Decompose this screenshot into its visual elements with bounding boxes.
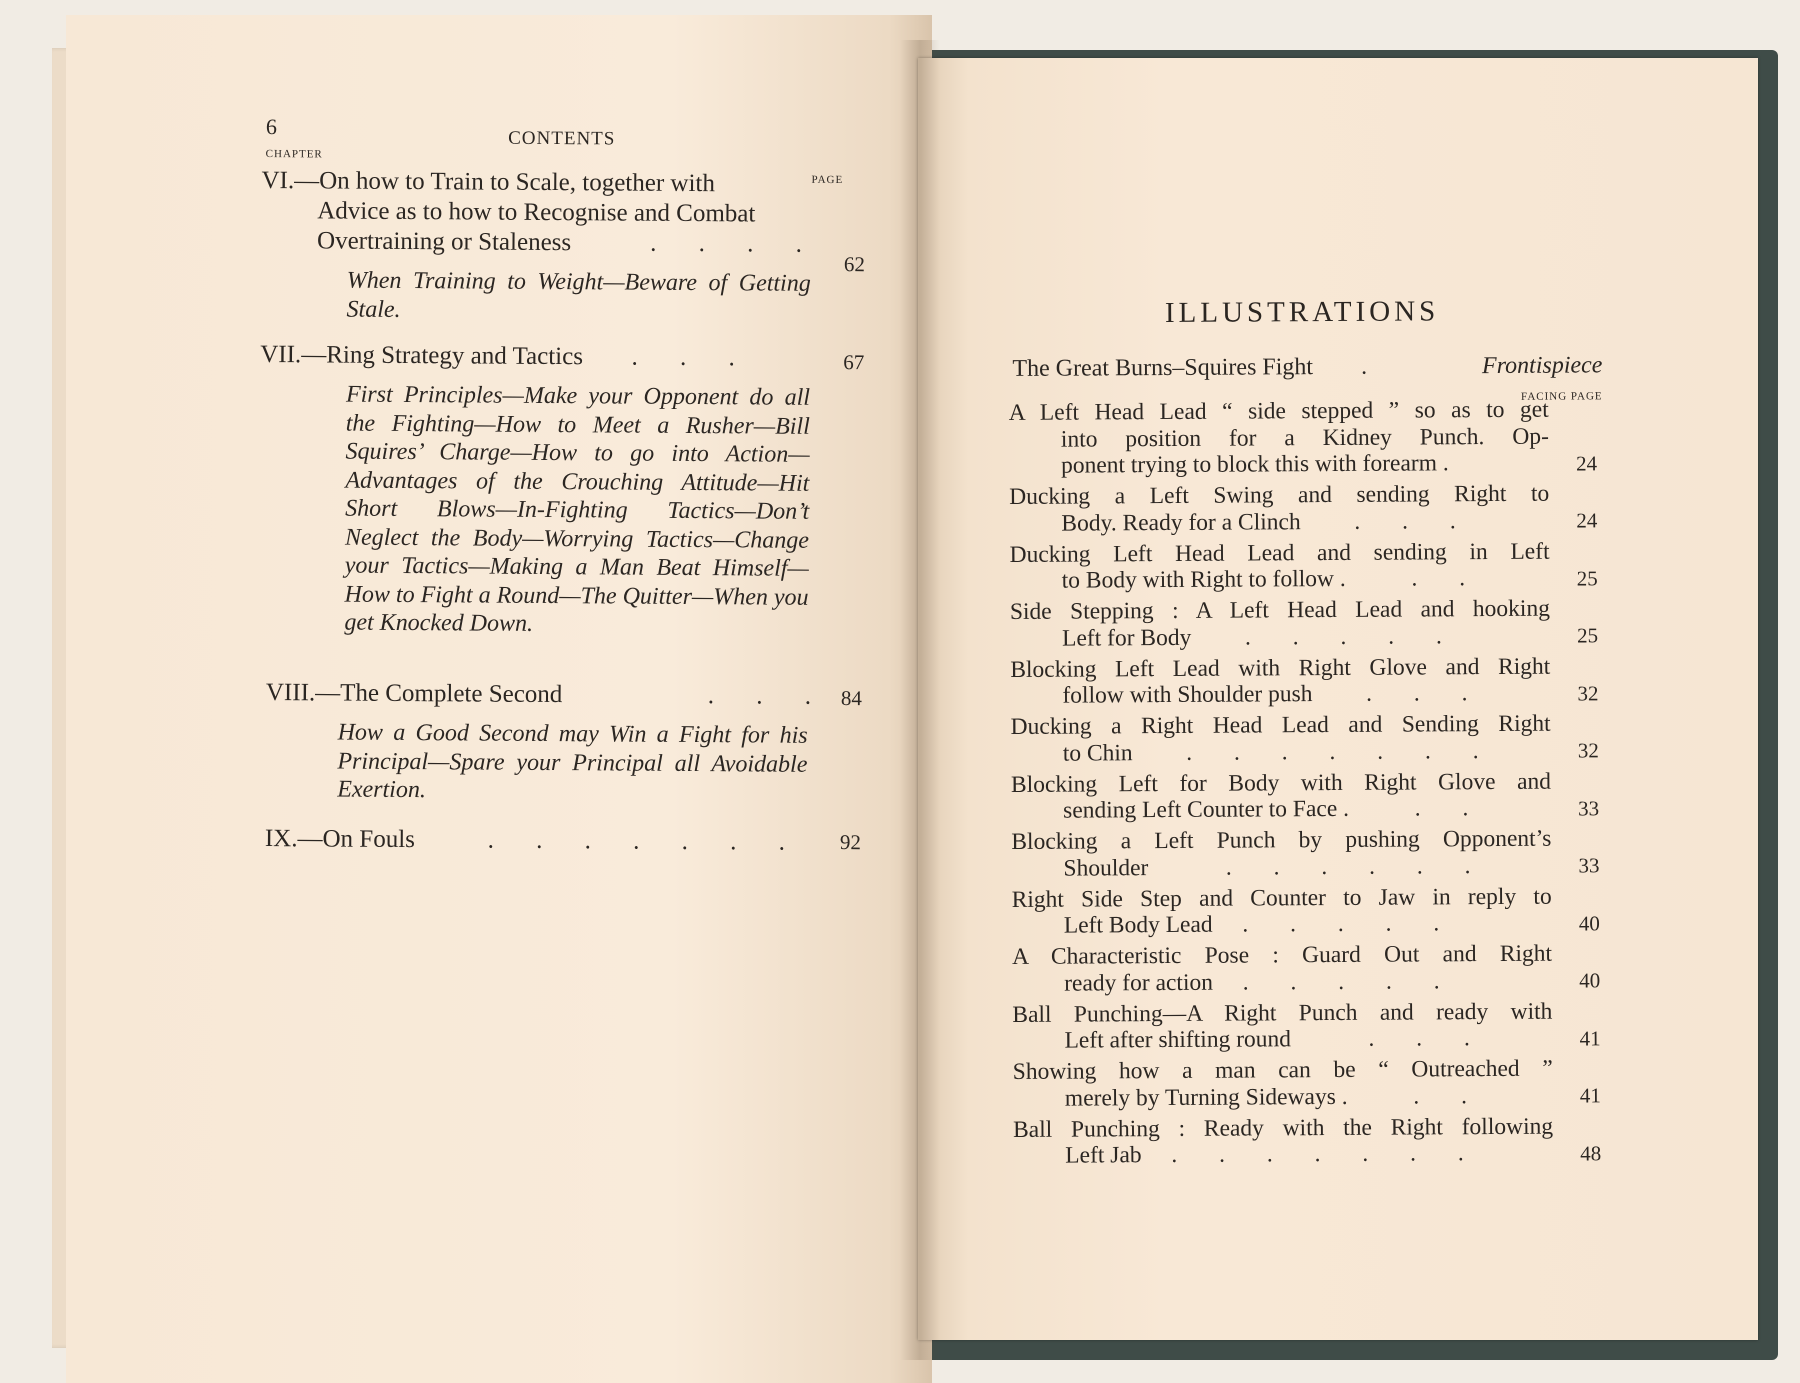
illustration-item: Side Stepping : A Left Head Lead and hooking Left for Body . . . . . 25 [1009, 595, 1599, 652]
contents-entry [258, 340, 865, 641]
facing-page-number: 40 [1578, 910, 1600, 935]
book-gutter [900, 40, 940, 1360]
chapter-page: 67 [843, 350, 865, 375]
facing-page-number: 25 [1576, 565, 1598, 590]
illustration-item: Ducking Left Head Lead and sending in Left to Body with Right to follow . . . 25 [1009, 538, 1598, 594]
facing-page-number: 25 [1576, 623, 1599, 648]
facing-page-number: 24 [1576, 508, 1598, 533]
chapter-label: CHAPTER [265, 148, 323, 161]
chapter-title: VIII.—The Complete Second . . . [265, 679, 830, 710]
illustration-item: Ball Punching—A Right Punch and ready with Left after shifting round . . . 41 [1012, 998, 1601, 1054]
chapter-number: VI. [261, 166, 295, 195]
illustration-item: Ducking a Left Swing and sending Right to Body. Ready for a Clinch . . . 24 [1009, 480, 1598, 537]
chapter-page: 62 [843, 252, 866, 277]
page-number: 6 [265, 114, 277, 140]
facing-page-number: 41 [1579, 1025, 1601, 1050]
facing-page-number: 33 [1578, 853, 1600, 878]
illustration-item: Ducking a Right Head Lead and Sending Right to Chin . . . . . . . 32 [1010, 710, 1599, 767]
page-title: ILLUSTRATIONS [1164, 295, 1440, 330]
facing-page-number: 48 [1580, 1140, 1602, 1165]
facing-page-label: FACING PAGE [1520, 390, 1603, 403]
illustrations-list [1009, 396, 1608, 1174]
illustration-item: A Characteristic Pose : Guard Out and Right ready for action . . . . . 40 [1011, 940, 1601, 997]
contents-entry [260, 166, 866, 327]
page-label: PAGE [811, 173, 844, 187]
facing-page-number: 33 [1578, 795, 1600, 820]
illustration-item: Blocking Left Lead with Right Glove and Right follow with Shoulder push . . . 32 [1010, 653, 1599, 709]
illustration-item: Ball Punching : Ready with the Right following Left Jab . . . . . . . 48 [1012, 1113, 1602, 1169]
frontispiece-entry: The Great Burns–Squires Fight . Frontispiece [1012, 352, 1603, 382]
running-head: CONTENTS [508, 127, 616, 150]
facing-page-number: 32 [1577, 738, 1599, 763]
chapter-title: IX.—On Fouls . . . . . . . [264, 825, 804, 856]
chapter-page: 84 [840, 686, 862, 711]
facing-page-number: 32 [1577, 680, 1599, 705]
chapter-number: VIII. [265, 679, 316, 707]
chapter-number: IX. [264, 825, 298, 853]
chapter-summary: How a Good Second may Win a Fight for his Principal—Spare your Principal all Avoidable Exertion. [337, 719, 808, 804]
illustration-item: Right Side Step and Counter to Jaw in reply to Left Body Lead . . . . . 40 [1011, 883, 1600, 939]
chapter-summary: First Principles—Make your Opponent do all the Fighting—How to Meet a Rusher—Bill Squires’ Charge—How to go into Action—Advantages of the Crouching Attitude—Hit Short Blows—In-Fighting Tactics—Don’t Neglect the Body—Worrying Tactics—Change your Tactics—Making a Man Beat Himself—How to Fight a Round—The Quitter—When you get Knocked Down. [344, 381, 811, 637]
chapter-title: VI.—On how to Train to Scale, together with Advice as to how to Recognise and Combat Overtraining or Staleness . . . . [261, 166, 821, 258]
facing-page-number: 24 [1575, 450, 1598, 475]
chapter-summary: When Training to Weight—Beware of Getting Stale. [346, 267, 811, 323]
contents-entry [257, 824, 861, 858]
chapter-title: VII.—Ring Strategy and Tactics . . . [260, 340, 753, 372]
frontispiece-marker: Frontispiece [1481, 352, 1603, 380]
contents-entry [257, 678, 862, 808]
illustration-item: A Left Head Lead “ side stepped ” so as to get into position for a Kidney Punch. Op- ponent trying to block this with forearm . 24 [1008, 396, 1598, 479]
facing-page-number: 40 [1579, 968, 1601, 993]
chapter-number: VII. [260, 340, 302, 369]
illustration-item: Showing how a man can be “ Outreached ” merely by Turning Sideways . . . 41 [1012, 1055, 1601, 1112]
facing-page-number: 41 [1579, 1083, 1601, 1108]
illustration-item: Blocking a Left Punch by pushing Opponent’s Shoulder . . . . . . 33 [1011, 825, 1600, 882]
chapter-page: 92 [839, 830, 861, 855]
illustration-item: Blocking Left for Body with Right Glove and sending Left Counter to Face . . . 33 [1010, 768, 1600, 824]
